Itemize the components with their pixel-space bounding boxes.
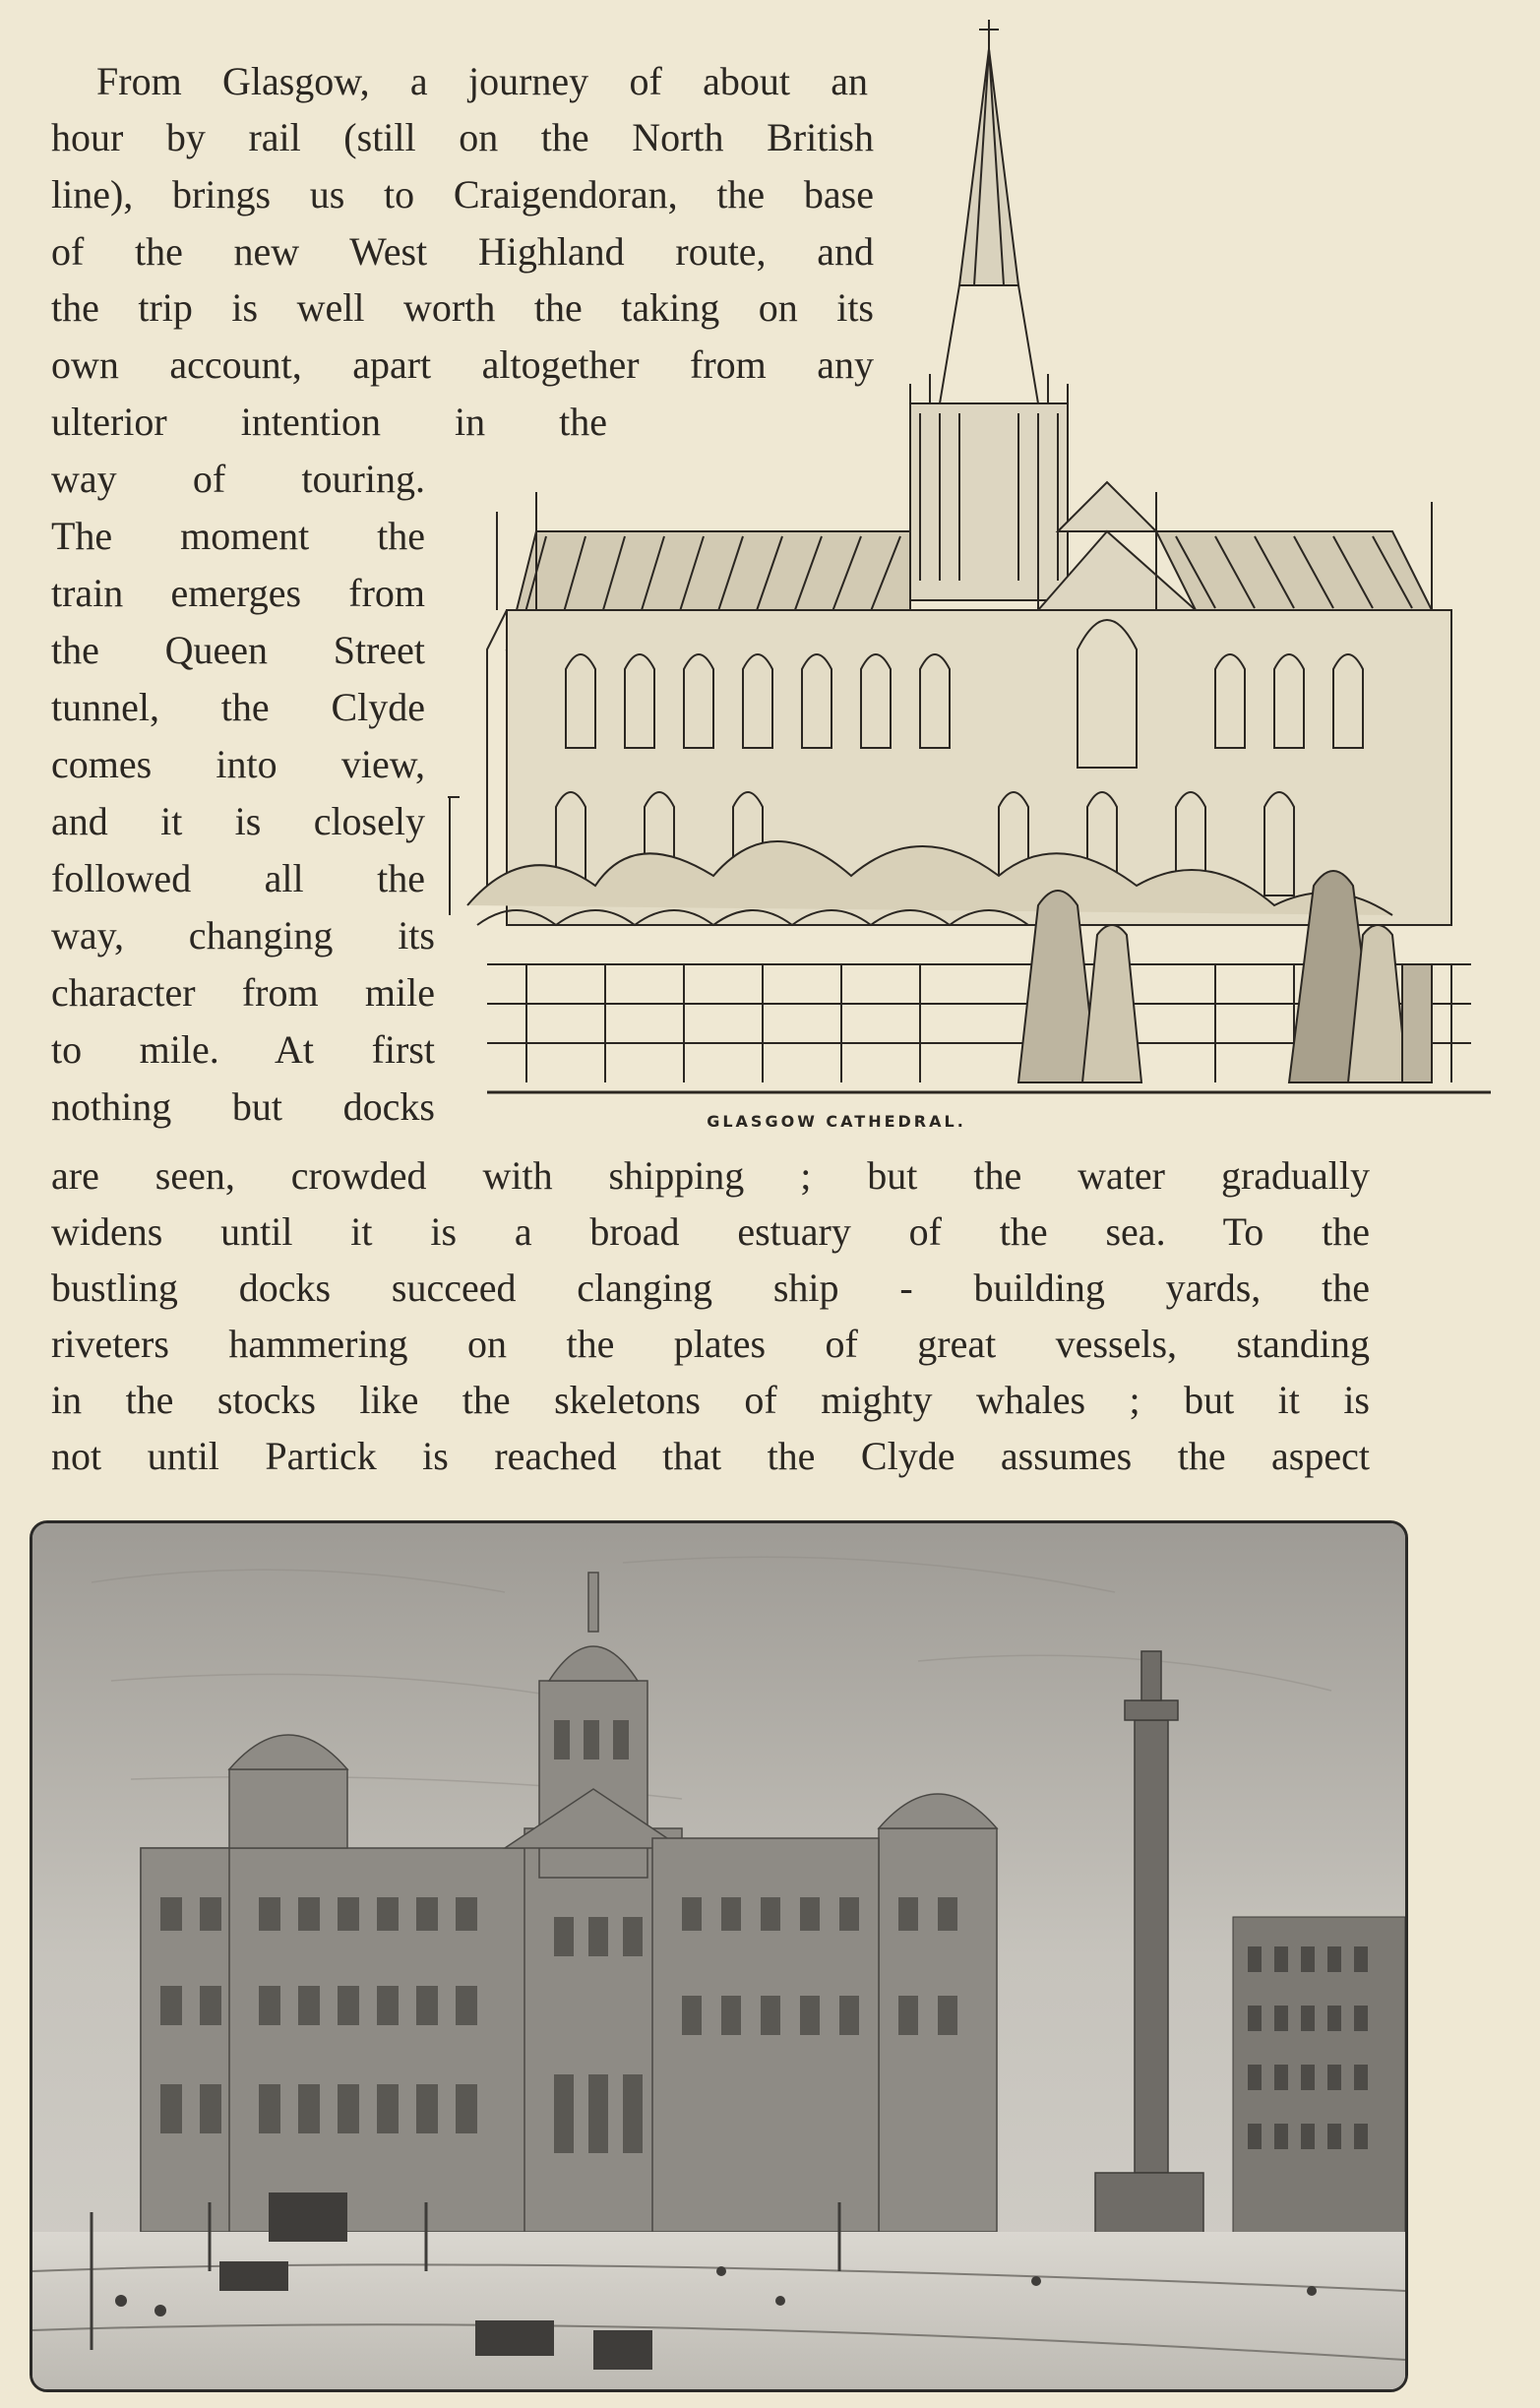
text-line: bustling docks succeed clanging ship - building yards, the bbox=[51, 1266, 1370, 1310]
text-line: followed all the bbox=[51, 856, 425, 900]
text-line: way of touring. bbox=[51, 457, 425, 501]
text-line: the Queen Street bbox=[51, 628, 425, 672]
text-line: nothing but docks bbox=[51, 1084, 435, 1129]
text-line: not until Partick is reached that the Clyde assumes the aspect bbox=[51, 1434, 1370, 1478]
text-line: comes into view, bbox=[51, 742, 425, 786]
text-line: line), brings us to Craigendoran, the base bbox=[51, 172, 874, 216]
text-line: tunnel, the Clyde bbox=[51, 685, 425, 729]
text-line: The moment the bbox=[51, 514, 425, 558]
text-line: ulterior intention in the bbox=[51, 400, 607, 444]
text-line: are seen, crowded with shipping ; but the water gradually bbox=[51, 1153, 1370, 1198]
text-line: character from mile bbox=[51, 970, 435, 1015]
text-line: From Glasgow, a journey of about an bbox=[96, 59, 868, 103]
cathedral-illustration bbox=[448, 20, 1510, 1112]
text-line: train emerges from bbox=[51, 571, 425, 615]
cathedral-caption: GLASGOW CATHEDRAL. bbox=[707, 1112, 966, 1131]
text-line: in the stocks like the skeletons of mighty whales ; but it is bbox=[51, 1378, 1370, 1422]
text-line: the trip is well worth the taking on its bbox=[51, 285, 874, 330]
text-line: hour by rail (still on the North British bbox=[51, 115, 874, 159]
text-line: to mile. At first bbox=[51, 1027, 435, 1072]
text-line: widens until it is a broad estuary of the sea. To the bbox=[51, 1209, 1370, 1254]
city-chambers-illustration bbox=[30, 1520, 1408, 2392]
text-line: and it is closely bbox=[51, 799, 425, 843]
text-line: of the new West Highland route, and bbox=[51, 229, 874, 274]
text-line: way, changing its bbox=[51, 913, 435, 957]
text-line: riveters hammering on the plates of great vessels, standing bbox=[51, 1322, 1370, 1366]
text-line: own account, apart altogether from any bbox=[51, 342, 874, 387]
